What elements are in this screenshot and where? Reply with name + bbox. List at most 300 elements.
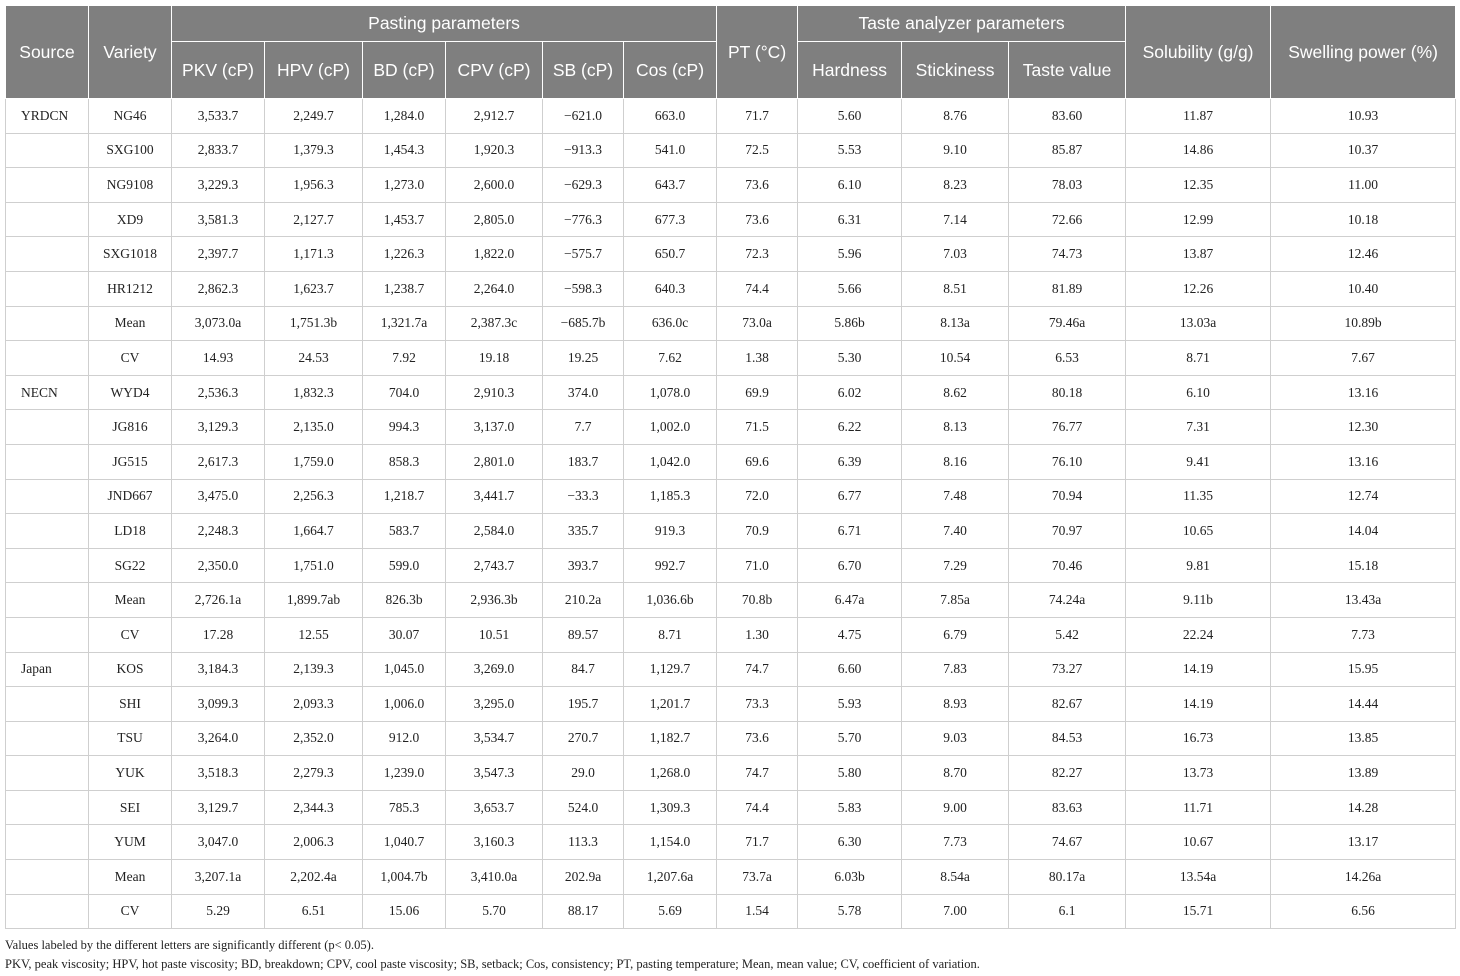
- value-cell: 5.70: [446, 894, 543, 929]
- value-cell: 2,264.0: [446, 271, 543, 306]
- value-cell: 74.4: [717, 790, 798, 825]
- variety-cell: LD18: [89, 514, 172, 549]
- source-cell: [6, 133, 89, 168]
- value-cell: 14.19: [1126, 687, 1271, 722]
- value-cell: 6.79: [902, 617, 1009, 652]
- value-cell: 1,379.3: [265, 133, 363, 168]
- variety-cell: JG515: [89, 444, 172, 479]
- value-cell: 88.17: [543, 894, 624, 929]
- variety-cell: SG22: [89, 548, 172, 583]
- value-cell: 912.0: [363, 721, 446, 756]
- value-cell: 70.9: [717, 514, 798, 549]
- value-cell: 1,284.0: [363, 99, 446, 134]
- data-table: [5, 5, 1456, 929]
- table-row: [6, 479, 1456, 514]
- source-cell: [6, 548, 89, 583]
- value-cell: 19.25: [543, 341, 624, 376]
- value-cell: 1,623.7: [265, 271, 363, 306]
- value-cell: 3,047.0: [172, 825, 265, 860]
- value-cell: 14.19: [1126, 652, 1271, 687]
- value-cell: 2,387.3c: [446, 306, 543, 341]
- value-cell: 7.00: [902, 894, 1009, 929]
- value-cell: 8.62: [902, 375, 1009, 410]
- table-row: [6, 306, 1456, 341]
- value-cell: 71.0: [717, 548, 798, 583]
- value-cell: 1,920.3: [446, 133, 543, 168]
- value-cell: 5.96: [798, 237, 902, 272]
- value-cell: 14.86: [1126, 133, 1271, 168]
- value-cell: 84.53: [1009, 721, 1126, 756]
- value-cell: 663.0: [624, 99, 717, 134]
- source-cell: YRDCN: [6, 99, 89, 134]
- header-cos: Cos (cP): [624, 42, 717, 99]
- value-cell: 3,184.3: [172, 652, 265, 687]
- table-row: [6, 617, 1456, 652]
- value-cell: 74.4: [717, 271, 798, 306]
- value-cell: 113.3: [543, 825, 624, 860]
- value-cell: −776.3: [543, 202, 624, 237]
- variety-cell: SXG1018: [89, 237, 172, 272]
- value-cell: 270.7: [543, 721, 624, 756]
- value-cell: 13.85: [1271, 721, 1456, 756]
- source-cell: Japan: [6, 652, 89, 687]
- value-cell: 10.40: [1271, 271, 1456, 306]
- value-cell: 210.2a: [543, 583, 624, 618]
- value-cell: 10.18: [1271, 202, 1456, 237]
- source-cell: [6, 479, 89, 514]
- value-cell: 13.16: [1271, 444, 1456, 479]
- value-cell: 30.07: [363, 617, 446, 652]
- value-cell: 11.71: [1126, 790, 1271, 825]
- variety-cell: CV: [89, 341, 172, 376]
- source-cell: [6, 721, 89, 756]
- value-cell: 6.30: [798, 825, 902, 860]
- value-cell: 70.46: [1009, 548, 1126, 583]
- table-row: [6, 548, 1456, 583]
- value-cell: 3,229.3: [172, 168, 265, 203]
- value-cell: 1,273.0: [363, 168, 446, 203]
- value-cell: 74.24a: [1009, 583, 1126, 618]
- value-cell: 12.35: [1126, 168, 1271, 203]
- value-cell: 10.67: [1126, 825, 1271, 860]
- value-cell: 1,751.3b: [265, 306, 363, 341]
- value-cell: 5.86b: [798, 306, 902, 341]
- value-cell: 71.5: [717, 410, 798, 445]
- value-cell: 79.46a: [1009, 306, 1126, 341]
- value-cell: 2,910.3: [446, 375, 543, 410]
- value-cell: 2,862.3: [172, 271, 265, 306]
- value-cell: 195.7: [543, 687, 624, 722]
- table-row: [6, 756, 1456, 791]
- value-cell: 1,045.0: [363, 652, 446, 687]
- value-cell: 3,581.3: [172, 202, 265, 237]
- value-cell: 14.04: [1271, 514, 1456, 549]
- value-cell: 73.0a: [717, 306, 798, 341]
- value-cell: 85.87: [1009, 133, 1126, 168]
- value-cell: 7.85a: [902, 583, 1009, 618]
- table-row: [6, 271, 1456, 306]
- value-cell: 14.28: [1271, 790, 1456, 825]
- table-row: [6, 860, 1456, 895]
- table-row: [6, 133, 1456, 168]
- value-cell: 8.71: [624, 617, 717, 652]
- header-cpv: CPV (cP): [446, 42, 543, 99]
- table-row: [6, 99, 1456, 134]
- header-sb: SB (cP): [543, 42, 624, 99]
- value-cell: 704.0: [363, 375, 446, 410]
- value-cell: 72.0: [717, 479, 798, 514]
- value-cell: 7.62: [624, 341, 717, 376]
- value-cell: 11.87: [1126, 99, 1271, 134]
- value-cell: 7.40: [902, 514, 1009, 549]
- table-row: [6, 687, 1456, 722]
- value-cell: 8.16: [902, 444, 1009, 479]
- value-cell: 71.7: [717, 99, 798, 134]
- value-cell: 10.51: [446, 617, 543, 652]
- value-cell: 12.46: [1271, 237, 1456, 272]
- value-cell: 3,207.1a: [172, 860, 265, 895]
- header-solubility: Solubility (g/g): [1126, 6, 1271, 99]
- value-cell: 13.87: [1126, 237, 1271, 272]
- value-cell: 7.31: [1126, 410, 1271, 445]
- value-cell: 74.7: [717, 652, 798, 687]
- value-cell: 3,137.0: [446, 410, 543, 445]
- source-cell: [6, 444, 89, 479]
- value-cell: 2,249.7: [265, 99, 363, 134]
- value-cell: 8.93: [902, 687, 1009, 722]
- value-cell: 202.9a: [543, 860, 624, 895]
- value-cell: 15.71: [1126, 894, 1271, 929]
- value-cell: 12.99: [1126, 202, 1271, 237]
- value-cell: 7.73: [1271, 617, 1456, 652]
- value-cell: 70.8b: [717, 583, 798, 618]
- value-cell: 5.29: [172, 894, 265, 929]
- value-cell: 8.23: [902, 168, 1009, 203]
- value-cell: 10.54: [902, 341, 1009, 376]
- value-cell: 1,321.7a: [363, 306, 446, 341]
- table-row: [6, 237, 1456, 272]
- value-cell: 2,833.7: [172, 133, 265, 168]
- value-cell: 73.6: [717, 721, 798, 756]
- source-cell: [6, 237, 89, 272]
- value-cell: 12.26: [1126, 271, 1271, 306]
- value-cell: 3,547.3: [446, 756, 543, 791]
- value-cell: 84.7: [543, 652, 624, 687]
- value-cell: 992.7: [624, 548, 717, 583]
- header-hardness: Hardness: [798, 42, 902, 99]
- value-cell: 2,397.7: [172, 237, 265, 272]
- value-cell: 524.0: [543, 790, 624, 825]
- value-cell: 2,743.7: [446, 548, 543, 583]
- source-cell: [6, 790, 89, 825]
- value-cell: 7.29: [902, 548, 1009, 583]
- value-cell: 83.60: [1009, 99, 1126, 134]
- value-cell: 6.39: [798, 444, 902, 479]
- source-cell: NECN: [6, 375, 89, 410]
- variety-cell: YUK: [89, 756, 172, 791]
- value-cell: 2,256.3: [265, 479, 363, 514]
- value-cell: 2,344.3: [265, 790, 363, 825]
- value-cell: 5.69: [624, 894, 717, 929]
- value-cell: 15.06: [363, 894, 446, 929]
- value-cell: 1,201.7: [624, 687, 717, 722]
- value-cell: 6.77: [798, 479, 902, 514]
- value-cell: 1,129.7: [624, 652, 717, 687]
- header-source: Source: [6, 6, 89, 99]
- value-cell: 1,004.7b: [363, 860, 446, 895]
- value-cell: 7.48: [902, 479, 1009, 514]
- value-cell: 73.27: [1009, 652, 1126, 687]
- header-hpv: HPV (cP): [265, 42, 363, 99]
- value-cell: 73.6: [717, 202, 798, 237]
- variety-cell: KOS: [89, 652, 172, 687]
- value-cell: 13.43a: [1271, 583, 1456, 618]
- table-row: [6, 583, 1456, 618]
- value-cell: 72.3: [717, 237, 798, 272]
- value-cell: 1,239.0: [363, 756, 446, 791]
- header-pasting-group: Pasting parameters: [172, 6, 717, 42]
- value-cell: 82.67: [1009, 687, 1126, 722]
- value-cell: 2,805.0: [446, 202, 543, 237]
- value-cell: 69.9: [717, 375, 798, 410]
- variety-cell: TSU: [89, 721, 172, 756]
- value-cell: 1,185.3: [624, 479, 717, 514]
- value-cell: 1,832.3: [265, 375, 363, 410]
- value-cell: 16.73: [1126, 721, 1271, 756]
- value-cell: 3,269.0: [446, 652, 543, 687]
- variety-cell: SXG100: [89, 133, 172, 168]
- value-cell: 5.78: [798, 894, 902, 929]
- value-cell: 14.26a: [1271, 860, 1456, 895]
- value-cell: 14.93: [172, 341, 265, 376]
- value-cell: 7.73: [902, 825, 1009, 860]
- value-cell: 2,139.3: [265, 652, 363, 687]
- table-row: [6, 652, 1456, 687]
- value-cell: 1,664.7: [265, 514, 363, 549]
- value-cell: 80.18: [1009, 375, 1126, 410]
- source-cell: [6, 410, 89, 445]
- variety-cell: HR1212: [89, 271, 172, 306]
- source-cell: [6, 825, 89, 860]
- value-cell: 2,352.0: [265, 721, 363, 756]
- value-cell: 3,653.7: [446, 790, 543, 825]
- table-row: [6, 721, 1456, 756]
- value-cell: 183.7: [543, 444, 624, 479]
- variety-cell: CV: [89, 617, 172, 652]
- value-cell: 6.60: [798, 652, 902, 687]
- header-swelling: Swelling power (%): [1271, 6, 1456, 99]
- value-cell: 14.44: [1271, 687, 1456, 722]
- value-cell: 13.16: [1271, 375, 1456, 410]
- table-body: [6, 99, 1456, 929]
- value-cell: 12.30: [1271, 410, 1456, 445]
- value-cell: 19.18: [446, 341, 543, 376]
- variety-cell: Mean: [89, 306, 172, 341]
- value-cell: 1,238.7: [363, 271, 446, 306]
- value-cell: 1,040.7: [363, 825, 446, 860]
- value-cell: 6.31: [798, 202, 902, 237]
- value-cell: 76.77: [1009, 410, 1126, 445]
- value-cell: 1,822.0: [446, 237, 543, 272]
- table-row: [6, 790, 1456, 825]
- value-cell: 6.10: [798, 168, 902, 203]
- variety-cell: Mean: [89, 583, 172, 618]
- value-cell: 6.10: [1126, 375, 1271, 410]
- value-cell: 13.54a: [1126, 860, 1271, 895]
- source-cell: [6, 306, 89, 341]
- value-cell: 70.97: [1009, 514, 1126, 549]
- value-cell: 8.70: [902, 756, 1009, 791]
- value-cell: 1,006.0: [363, 687, 446, 722]
- variety-cell: XD9: [89, 202, 172, 237]
- table-row: [6, 375, 1456, 410]
- value-cell: 12.55: [265, 617, 363, 652]
- variety-cell: WYD4: [89, 375, 172, 410]
- value-cell: 3,099.3: [172, 687, 265, 722]
- value-cell: 6.70: [798, 548, 902, 583]
- source-cell: [6, 860, 89, 895]
- value-cell: 2,279.3: [265, 756, 363, 791]
- value-cell: 15.95: [1271, 652, 1456, 687]
- value-cell: 8.51: [902, 271, 1009, 306]
- table-row: [6, 894, 1456, 929]
- value-cell: −621.0: [543, 99, 624, 134]
- value-cell: 9.10: [902, 133, 1009, 168]
- value-cell: 3,129.3: [172, 410, 265, 445]
- value-cell: 89.57: [543, 617, 624, 652]
- value-cell: 13.89: [1271, 756, 1456, 791]
- value-cell: 1,751.0: [265, 548, 363, 583]
- value-cell: 11.35: [1126, 479, 1271, 514]
- value-cell: 3,410.0a: [446, 860, 543, 895]
- table-row: [6, 410, 1456, 445]
- value-cell: 1,182.7: [624, 721, 717, 756]
- value-cell: −598.3: [543, 271, 624, 306]
- value-cell: 71.7: [717, 825, 798, 860]
- value-cell: 643.7: [624, 168, 717, 203]
- header-taste-value: Taste value: [1009, 42, 1126, 99]
- value-cell: 13.03a: [1126, 306, 1271, 341]
- value-cell: 2,801.0: [446, 444, 543, 479]
- value-cell: −913.3: [543, 133, 624, 168]
- value-cell: 17.28: [172, 617, 265, 652]
- value-cell: −575.7: [543, 237, 624, 272]
- value-cell: 7.14: [902, 202, 1009, 237]
- variety-cell: JG816: [89, 410, 172, 445]
- value-cell: 2,093.3: [265, 687, 363, 722]
- value-cell: 6.47a: [798, 583, 902, 618]
- value-cell: 74.73: [1009, 237, 1126, 272]
- source-cell: [6, 271, 89, 306]
- source-cell: [6, 756, 89, 791]
- value-cell: 994.3: [363, 410, 446, 445]
- value-cell: 81.89: [1009, 271, 1126, 306]
- value-cell: 1,226.3: [363, 237, 446, 272]
- value-cell: 83.63: [1009, 790, 1126, 825]
- variety-cell: JND667: [89, 479, 172, 514]
- value-cell: 3,129.7: [172, 790, 265, 825]
- value-cell: 2,006.3: [265, 825, 363, 860]
- value-cell: 10.93: [1271, 99, 1456, 134]
- source-cell: [6, 202, 89, 237]
- value-cell: 7.03: [902, 237, 1009, 272]
- header-variety: Variety: [89, 6, 172, 99]
- table-row: [6, 444, 1456, 479]
- value-cell: 29.0: [543, 756, 624, 791]
- value-cell: 9.03: [902, 721, 1009, 756]
- value-cell: 5.80: [798, 756, 902, 791]
- value-cell: 1,309.3: [624, 790, 717, 825]
- value-cell: 2,536.3: [172, 375, 265, 410]
- value-cell: 10.65: [1126, 514, 1271, 549]
- table-row: [6, 514, 1456, 549]
- value-cell: 1,002.0: [624, 410, 717, 445]
- variety-cell: YUM: [89, 825, 172, 860]
- value-cell: 1.54: [717, 894, 798, 929]
- value-cell: 3,264.0: [172, 721, 265, 756]
- value-cell: 5.42: [1009, 617, 1126, 652]
- value-cell: −685.7b: [543, 306, 624, 341]
- value-cell: 10.89b: [1271, 306, 1456, 341]
- variety-cell: CV: [89, 894, 172, 929]
- value-cell: 22.24: [1126, 617, 1271, 652]
- value-cell: 9.11b: [1126, 583, 1271, 618]
- table-row: [6, 202, 1456, 237]
- value-cell: 785.3: [363, 790, 446, 825]
- source-cell: [6, 894, 89, 929]
- value-cell: 1,453.7: [363, 202, 446, 237]
- value-cell: 7.83: [902, 652, 1009, 687]
- value-cell: 3,475.0: [172, 479, 265, 514]
- value-cell: 599.0: [363, 548, 446, 583]
- value-cell: 76.10: [1009, 444, 1126, 479]
- value-cell: 11.00: [1271, 168, 1456, 203]
- source-cell: [6, 514, 89, 549]
- value-cell: 2,135.0: [265, 410, 363, 445]
- value-cell: 2,350.0: [172, 548, 265, 583]
- header-taste-group: Taste analyzer parameters: [798, 6, 1126, 42]
- value-cell: 6.1: [1009, 894, 1126, 929]
- value-cell: 640.3: [624, 271, 717, 306]
- value-cell: 2,584.0: [446, 514, 543, 549]
- value-cell: 5.70: [798, 721, 902, 756]
- value-cell: 393.7: [543, 548, 624, 583]
- value-cell: 69.6: [717, 444, 798, 479]
- value-cell: 12.74: [1271, 479, 1456, 514]
- variety-cell: Mean: [89, 860, 172, 895]
- value-cell: 583.7: [363, 514, 446, 549]
- value-cell: 6.02: [798, 375, 902, 410]
- value-cell: 335.7: [543, 514, 624, 549]
- value-cell: 2,617.3: [172, 444, 265, 479]
- source-cell: [6, 168, 89, 203]
- header-bd: BD (cP): [363, 42, 446, 99]
- value-cell: 5.60: [798, 99, 902, 134]
- value-cell: 9.41: [1126, 444, 1271, 479]
- value-cell: 1,759.0: [265, 444, 363, 479]
- value-cell: 1,042.0: [624, 444, 717, 479]
- value-cell: 78.03: [1009, 168, 1126, 203]
- value-cell: 1,171.3: [265, 237, 363, 272]
- value-cell: 73.6: [717, 168, 798, 203]
- value-cell: 8.76: [902, 99, 1009, 134]
- value-cell: 650.7: [624, 237, 717, 272]
- value-cell: 70.94: [1009, 479, 1126, 514]
- value-cell: 13.17: [1271, 825, 1456, 860]
- value-cell: 3,533.7: [172, 99, 265, 134]
- value-cell: 6.51: [265, 894, 363, 929]
- source-cell: [6, 341, 89, 376]
